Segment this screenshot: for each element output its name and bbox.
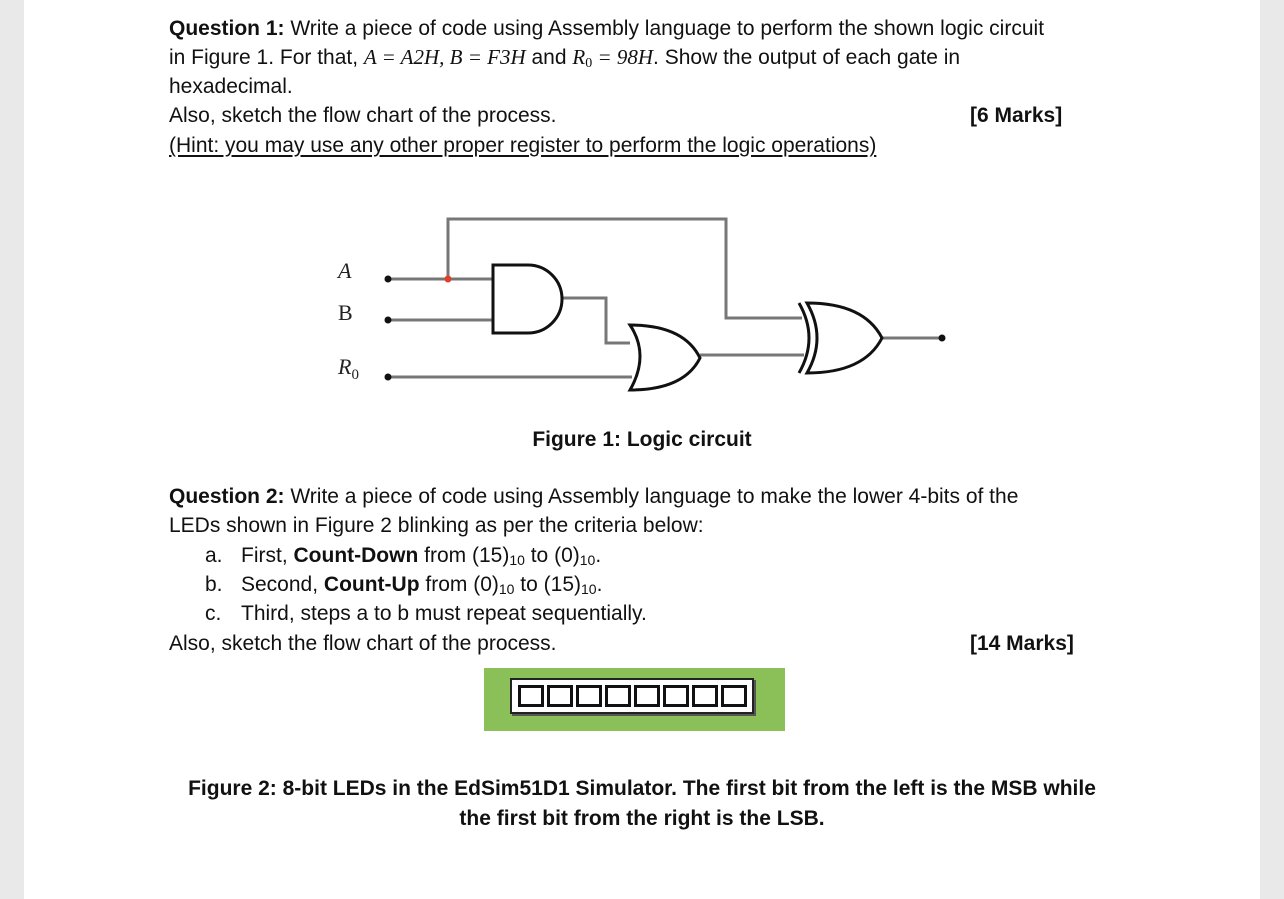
figure2-caption-line1: Figure 2: 8-bit LEDs in the EdSim51D1 Simulator. The first bit from the left is the MSB while xyxy=(188,777,1096,800)
q1-and: and xyxy=(525,46,573,69)
q1-text-1: Write a piece of code using Assembly language to perform the shown logic circuit xyxy=(284,17,1045,40)
q1-text-2b: . Show the output of each gate in xyxy=(653,46,961,69)
figure2-caption xyxy=(24,774,1260,834)
logic-circuit-figure xyxy=(24,0,1260,440)
or-gate xyxy=(630,325,700,390)
item-a-bold: Count-Down xyxy=(293,544,419,567)
label-r0-base: R xyxy=(338,354,352,379)
wire-and-out xyxy=(562,298,630,343)
document-page xyxy=(24,0,1260,899)
q1-line4: Also, sketch the flow chart of the process. xyxy=(169,104,557,127)
item-a-mid2: to (0) xyxy=(524,544,580,567)
label-b: B xyxy=(338,300,353,325)
item-b-mid2: to (15) xyxy=(514,573,581,596)
q1-r-value: = 98H xyxy=(592,45,654,69)
led-bit-3[interactable] xyxy=(634,685,660,707)
item-b-bold: Count-Up xyxy=(323,573,420,596)
q2-line2: LEDs shown in Figure 2 blinking as per the criteria below: xyxy=(169,514,704,537)
led-bit-1[interactable] xyxy=(692,685,718,707)
item-c-text: Third, steps a to b must repeat sequentially. xyxy=(241,602,647,625)
item-b-sub1: 10 xyxy=(498,581,515,597)
q1-r-sub: 0 xyxy=(585,56,593,71)
and-gate xyxy=(493,265,562,333)
item-a-mid: from (15) xyxy=(418,544,510,567)
circuit-wires xyxy=(388,219,942,377)
item-a-pre: First, xyxy=(241,544,294,567)
item-a-sub2: 10 xyxy=(579,552,596,568)
q2-line1 xyxy=(169,482,1018,511)
item-c-letter: c. xyxy=(205,602,222,625)
q2-item-c xyxy=(205,599,647,628)
q1-label: Question 1: xyxy=(169,17,285,40)
item-b-mid: from (0) xyxy=(419,573,499,596)
label-r0 xyxy=(337,354,359,383)
q2-line-last: Also, sketch the flow chart of the process. xyxy=(169,632,557,655)
led-bit-5[interactable] xyxy=(576,685,602,707)
item-b-end: . xyxy=(596,573,603,596)
figure2-caption-line2: the first bit from the right is the LSB. xyxy=(459,807,825,830)
junction-dot xyxy=(445,276,452,283)
figure1-caption: Figure 1: Logic circuit xyxy=(532,428,752,451)
q2-label: Question 2: xyxy=(169,485,285,508)
item-a-letter: a. xyxy=(205,544,223,567)
xor-gate-extra-arc xyxy=(799,303,809,373)
item-b-sub2: 10 xyxy=(581,581,597,597)
input-a-terminal xyxy=(385,276,392,283)
q2-marks: [14 Marks] xyxy=(970,632,1074,655)
label-r0-sub: 0 xyxy=(351,367,359,383)
led-bit-7[interactable] xyxy=(518,685,544,707)
q1-ab-values: A = A2H, B = F3H xyxy=(363,45,526,69)
q1-text-2a: in Figure 1. For that, xyxy=(169,46,364,69)
item-a-end: . xyxy=(595,544,602,567)
xor-gate xyxy=(807,303,882,373)
led-bit-0[interactable] xyxy=(721,685,747,707)
item-a-sub1: 10 xyxy=(509,552,525,568)
q2-text-1: Write a piece of code using Assembly language to make the lower 4-bits of the xyxy=(284,485,1019,508)
input-r0-terminal xyxy=(385,374,392,381)
item-b-letter: b. xyxy=(205,573,223,596)
led-strip xyxy=(510,678,754,714)
q1-r-symbol: R xyxy=(572,45,586,69)
led-bit-4[interactable] xyxy=(605,685,631,707)
input-b-terminal xyxy=(385,317,392,324)
led-bit-2[interactable] xyxy=(663,685,689,707)
q1-marks: [6 Marks] xyxy=(970,104,1063,127)
output-terminal xyxy=(939,335,946,342)
item-b-pre: Second, xyxy=(241,573,324,596)
label-a: A xyxy=(338,258,352,283)
q1-line3: hexadecimal. xyxy=(169,75,293,98)
led-bit-6[interactable] xyxy=(547,685,573,707)
q1-hint: (Hint: you may use any other proper register to perform the logic operations) xyxy=(169,134,877,157)
wire-a-branch xyxy=(448,219,802,318)
led-panel xyxy=(484,668,785,731)
